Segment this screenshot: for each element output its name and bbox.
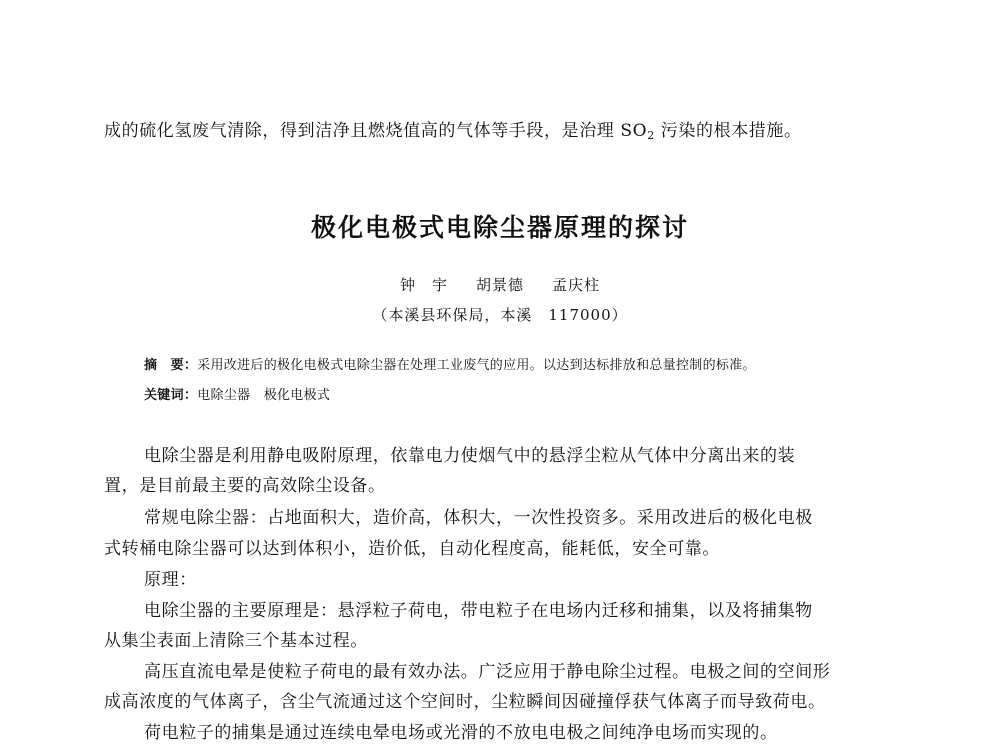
carryover-text-end: 污染的根本措施。 xyxy=(654,121,802,141)
abstract-label: 摘 要： xyxy=(144,358,198,373)
author-name: 孟庆柱 xyxy=(552,276,601,294)
keywords-label: 关键词： xyxy=(144,388,198,403)
body-line: 荷电粒子的捕集是通过连续电晕电场或光滑的不放电电极之间纯净电场而实现的。 xyxy=(144,723,778,743)
carryover-subscript: 2 xyxy=(647,129,655,142)
body-line: 置，是目前最主要的高效除尘设备。 xyxy=(104,476,386,496)
body-line: 常规电除尘器：占地面积大，造价高，体积大，一次性投资多。采用改进后的极化电极 xyxy=(144,508,813,528)
keywords xyxy=(144,387,330,405)
body-line: 成高浓度的气体离子，含尘气流通过这个空间时，尘粒瞬间因碰撞俘获气体离子而导致荷电。 xyxy=(104,692,826,712)
article-authors xyxy=(0,275,1000,295)
abstract xyxy=(144,357,756,375)
article-title: 极化电极式电除尘器原理的探讨 xyxy=(310,213,689,242)
author-name: 胡景德 xyxy=(475,276,524,294)
body-line: 电除尘器是利用静电吸附原理，依靠电力使烟气中的悬浮尘粒从气体中分离出来的装 xyxy=(144,446,796,466)
body-line: 从集尘表面上清除三个基本过程。 xyxy=(104,631,368,651)
body-line: 式转桶电除尘器可以达到体积小，造价低，自动化程度高，能耗低，安全可靠。 xyxy=(104,539,720,559)
article-affiliation: （本溪县环保局，本溪 117000） xyxy=(372,306,628,324)
author-name: 钟 宇 xyxy=(399,276,448,294)
carryover-text: 成的硫化氢废气清除，得到洁净且燃烧值高的气体等手段，是治理 SO xyxy=(104,121,648,141)
keywords-text: 电除尘器 极化电极式 xyxy=(197,388,331,403)
carryover-paragraph xyxy=(104,120,802,142)
abstract-text: 采用改进后的极化电极式电除尘器在处理工业废气的应用。以达到达标排放和总量控制的标准。 xyxy=(197,358,756,373)
body-line: 电除尘器的主要原理是：悬浮粒子荷电，带电粒子在电场内迁移和捕集，以及将捕集物 xyxy=(144,601,813,621)
body-line: 原理： xyxy=(144,570,197,590)
body-line: 高压直流电晕是使粒子荷电的最有效办法。广泛应用于静电除尘过程。电极之间的空间形 xyxy=(144,662,831,682)
